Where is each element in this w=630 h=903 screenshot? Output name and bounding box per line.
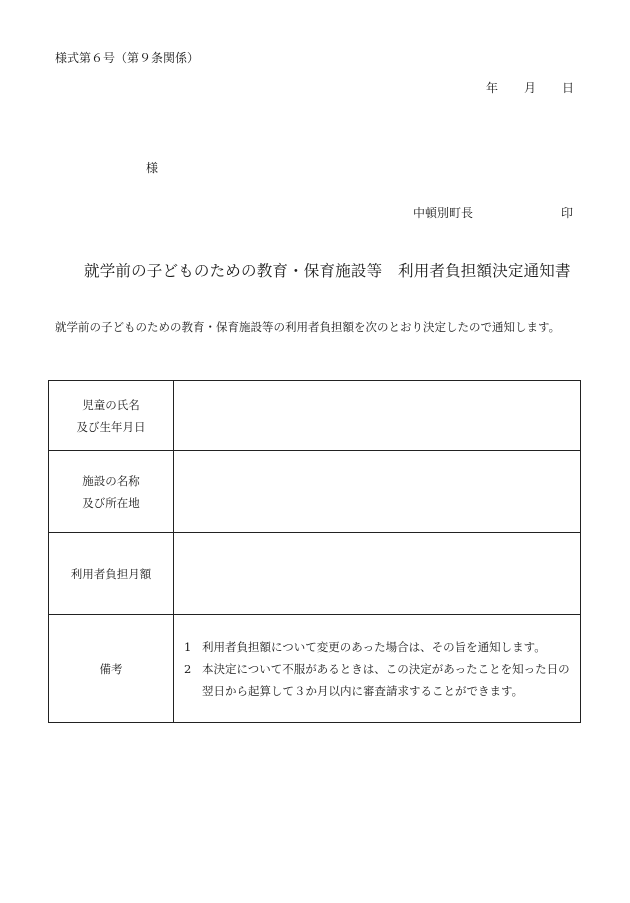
label-facility: [49, 451, 174, 533]
note-item: [184, 658, 576, 702]
document-title: 就学前の子どものための教育・保育施設等 利用者負担額決定通知書: [84, 262, 571, 280]
note-number: 2: [184, 661, 192, 676]
date-month-label: 月: [524, 81, 537, 95]
value-remarks: [174, 615, 581, 723]
table-row: [49, 533, 581, 615]
note-number: 1: [184, 639, 192, 654]
issuer-name: 中頓別町長: [413, 206, 474, 220]
date-day-label: 日: [562, 81, 575, 95]
note-item: [184, 636, 576, 658]
notice-body: 就学前の子どものための教育・保育施設等の利用者負担額を次のとおり決定したので通知します。: [55, 320, 561, 334]
label-remarks: [49, 615, 174, 723]
table-row: [49, 615, 581, 723]
label-monthly-fee: [49, 533, 174, 615]
date-fields: [486, 79, 574, 96]
notice-table: [48, 380, 581, 723]
addressee-suffix: 様: [146, 161, 159, 175]
remarks-notes: [184, 626, 580, 712]
date-year-label: 年: [486, 81, 499, 95]
value-monthly-fee: [174, 533, 581, 615]
value-facility: [174, 451, 581, 533]
label-line: 備考: [99, 661, 123, 676]
label-line: 及び生年月日: [76, 419, 146, 434]
note-text: 利用者負担額について変更のあった場合は、その旨を通知します。: [202, 639, 546, 654]
label-line: 利用者負担月額: [70, 566, 152, 581]
label-child-name: [49, 381, 174, 451]
form-number: 様式第６号（第９条関係）: [55, 51, 200, 65]
note-text: 本決定について不服があるときは、この決定があったことを知った日の翌日から起算して３か月以内に審査請求することができます。: [202, 661, 570, 698]
seal-mark: 印: [561, 206, 574, 220]
table-row: [49, 451, 581, 533]
table-row: [49, 381, 581, 451]
label-line: 児童の氏名: [82, 397, 140, 412]
label-line: 施設の名称: [82, 473, 140, 488]
label-line: 及び所在地: [82, 495, 140, 510]
value-child-name: [174, 381, 581, 451]
